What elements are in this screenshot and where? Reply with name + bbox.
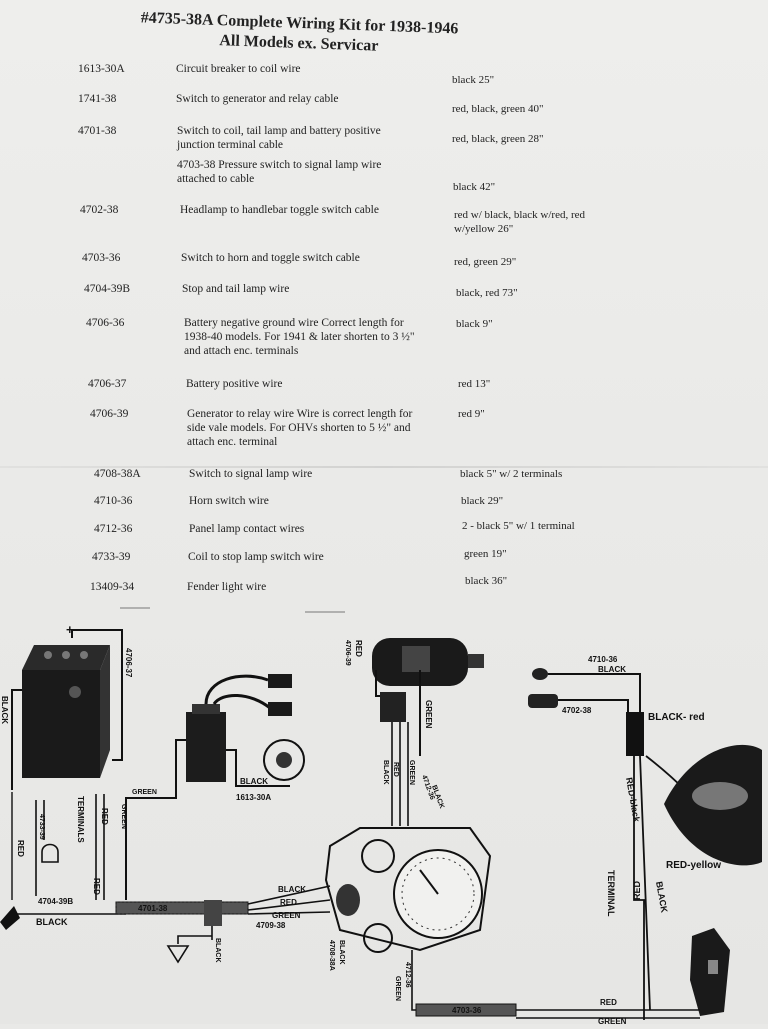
wire-label-green-bottom: GREEN (394, 976, 401, 1001)
part-description: Switch to horn and toggle switch cable (181, 252, 360, 264)
wire-label-black-bottom: BLACK (214, 938, 221, 963)
battery-terminal (69, 686, 81, 698)
wire-label-terminal: TERMINAL (606, 870, 616, 917)
part-description: Headlamp to handlebar toggle switch cable (180, 204, 379, 216)
wire-label-green-center: GREEN (272, 911, 301, 920)
coil-green-wire (126, 740, 186, 900)
wire-label-red-sw: RED (392, 762, 399, 777)
wire-label-black-batt: BLACK (0, 696, 9, 724)
wire-spec: red 9" (458, 408, 485, 420)
wire-label-4706-39: 4706-39 (344, 640, 351, 666)
wire-label-black-cb: BLACK (240, 777, 268, 786)
part-description: Panel lamp contact wires (189, 523, 305, 535)
wire-label-red-right: RED (632, 880, 642, 900)
part-number: 4704-39B (84, 283, 130, 295)
spark-plug-cap (268, 702, 292, 716)
wire-spec: black 25" (452, 74, 495, 86)
part-number: 4703-36 (82, 252, 121, 264)
fender-light (0, 906, 20, 930)
headlamp (664, 745, 762, 865)
wire-spec: black 42" (453, 181, 496, 193)
ammeter-gauge (362, 840, 394, 872)
cable-connector (626, 712, 644, 756)
coil-high-tension-lead (214, 695, 270, 708)
wire-label-4702-38: 4702-38 (562, 706, 592, 715)
part-number: 4710-36 (94, 495, 133, 507)
generator-terminal-box (402, 646, 430, 672)
wire-label-4706-37: 4706-37 (124, 648, 133, 678)
part-description: 4703-38 Pressure switch to signal lamp wire attached to cable (177, 159, 382, 185)
part-description: Coil to stop lamp switch wire (188, 551, 324, 563)
wire-spec: 2 - black 5" w/ 1 terminal (462, 520, 575, 532)
part-description: Circuit breaker to coil wire (176, 63, 301, 75)
part-description: Stop and tail lamp wire (182, 283, 290, 295)
wire-spec: black 5" w/ 2 terminals (460, 468, 563, 480)
circuit-breaker-cam (276, 752, 292, 768)
part-number: 4708-38A (94, 468, 141, 480)
wire-label-4733-39: 4733-39 (38, 814, 45, 840)
part-number: 4701-38 (78, 125, 117, 137)
wire-label-red-bottom: RED (600, 998, 617, 1007)
wire-label-red-yellow: RED-yellow (666, 860, 722, 871)
wire-label-green-sw: GREEN (408, 760, 415, 785)
part-number: 4702-38 (80, 204, 119, 216)
wire-label-black-left: BLACK (36, 917, 68, 927)
wire-label-green-1: GREEN (132, 789, 157, 796)
wire-label-red-left-2: RED (92, 878, 101, 895)
wire-label-black-red: BLACK- red (648, 712, 705, 723)
relay (380, 692, 406, 722)
part-number: 1741-38 (78, 93, 117, 105)
part-number: 4712-36 (94, 523, 133, 535)
light-switch (528, 694, 558, 708)
wire-spec: red, black, green 28" (452, 133, 544, 145)
wire-label-4706-36 (0, 696, 1, 726)
part-description: Horn switch wire (189, 495, 269, 507)
wiring-diagram (0, 600, 768, 1029)
wire-label-black-4712: BLACK (430, 784, 446, 810)
wire-label-green-2: GREEN (120, 804, 127, 829)
wire-label-4704-39b: 4704-39B (38, 897, 74, 906)
wire-label-black-horn: BLACK (598, 665, 626, 674)
battery (22, 645, 110, 778)
wire-label-1613-30a: 1613-30A (236, 793, 272, 802)
coil (186, 704, 226, 782)
title-line-1: #4735-38A Complete Wiring Kit for 1938-1946 (140, 9, 459, 38)
battery-ground-wire (12, 690, 22, 790)
battery-cap (80, 651, 88, 659)
horn-red-wire (412, 950, 700, 1010)
tail-lamp-lens (708, 960, 718, 974)
part-description: Switch to coil, tail lamp and battery positive junction terminal cable (177, 125, 381, 151)
part-description: Generator to relay wire Wire is correct length for side vale models. For OHVs shorten to 5 ½" and attach enc. terminal (187, 408, 413, 448)
wire-label-4712-36-b: 4712-36 (404, 962, 411, 988)
wire-label-red-left: RED (16, 840, 25, 857)
tail-lamp (690, 928, 730, 1016)
wire-label-black-center: BLACK (278, 885, 306, 894)
part-description: Switch to signal lamp wire (189, 468, 313, 480)
wire-label-green-bottom-2: GREEN (598, 1017, 627, 1026)
positive-terminal-label: + (66, 622, 74, 637)
wire-spec: black 29" (461, 495, 504, 507)
wire-label-4701-38: 4701-38 (138, 904, 168, 913)
wire-label-green-gen: GREEN (424, 700, 433, 729)
pressure-switch (168, 946, 188, 962)
generator-pulley (468, 654, 484, 668)
loom-4701-38 (116, 902, 248, 914)
wire-label-black-sw: BLACK (382, 760, 389, 785)
wire-label-red-black: RED-black (624, 776, 642, 823)
wire-label-4709-38: 4709-38 (256, 921, 286, 930)
part-description: Battery negative ground wire Correct length for 1938-40 models. For 1941 & later shorten to 3 ½" and attach enc. terminals (184, 317, 415, 357)
wire-spec: black 36" (465, 575, 508, 587)
part-number: 4706-37 (88, 378, 127, 390)
instrument-panel (326, 828, 490, 952)
horn-switch (532, 668, 548, 680)
signal-lamp-wire (178, 926, 212, 944)
wire-spec: red, black, green 40" (452, 103, 544, 115)
battery-body (22, 670, 100, 778)
coil-body (186, 712, 226, 782)
coil-cap (192, 704, 220, 714)
wire-label-red-center: RED (280, 898, 297, 907)
wire-label-4710-36: 4710-36 (588, 655, 618, 664)
wire-label-black-right: BLACK (654, 880, 670, 914)
wiring-diagram-svg (0, 600, 768, 1024)
battery-cap (62, 651, 70, 659)
part-number: 1613-30A (78, 63, 125, 75)
part-description: Battery positive wire (186, 378, 283, 390)
wire-label-4712-36: 4712-36 (420, 774, 436, 801)
wire-spec: black 9" (456, 318, 493, 330)
title-line-2: All Models ex. Servicar (219, 32, 379, 55)
ignition-switch (336, 884, 360, 916)
spark-plug-cap (268, 674, 292, 688)
part-description: Fender light wire (187, 581, 267, 593)
wire-label-4703-36: 4703-36 (452, 1006, 482, 1015)
wire-spec: red 13" (458, 378, 491, 390)
wire-label-red-gen: RED (354, 640, 363, 657)
wire-label-red-term: RED (100, 808, 109, 825)
wire-spec: red w/ black, black w/red, red w/yellow 26" (454, 209, 586, 235)
wire-label-4708-38a: 4708-38A (328, 940, 335, 971)
generator (372, 638, 484, 686)
wire-label-terminals: TERMINALS (76, 796, 85, 843)
wire-label-black-4708: BLACK (338, 940, 345, 965)
wire-spec: green 19" (464, 548, 507, 560)
headlamp-lens (692, 782, 748, 810)
wire-spec: black, red 73" (456, 287, 518, 299)
battery-cap (44, 651, 52, 659)
part-number: 13409-34 (90, 581, 135, 593)
part-description: Switch to generator and relay cable (176, 93, 339, 105)
circuit-breaker (264, 740, 304, 780)
junction-block (204, 900, 222, 926)
stop-lamp-switch (42, 845, 58, 863)
part-number: 4733-39 (92, 551, 131, 563)
part-number: 4706-39 (90, 408, 129, 420)
part-number: 4706-36 (86, 317, 125, 329)
wire-spec: red, green 29" (454, 256, 517, 268)
